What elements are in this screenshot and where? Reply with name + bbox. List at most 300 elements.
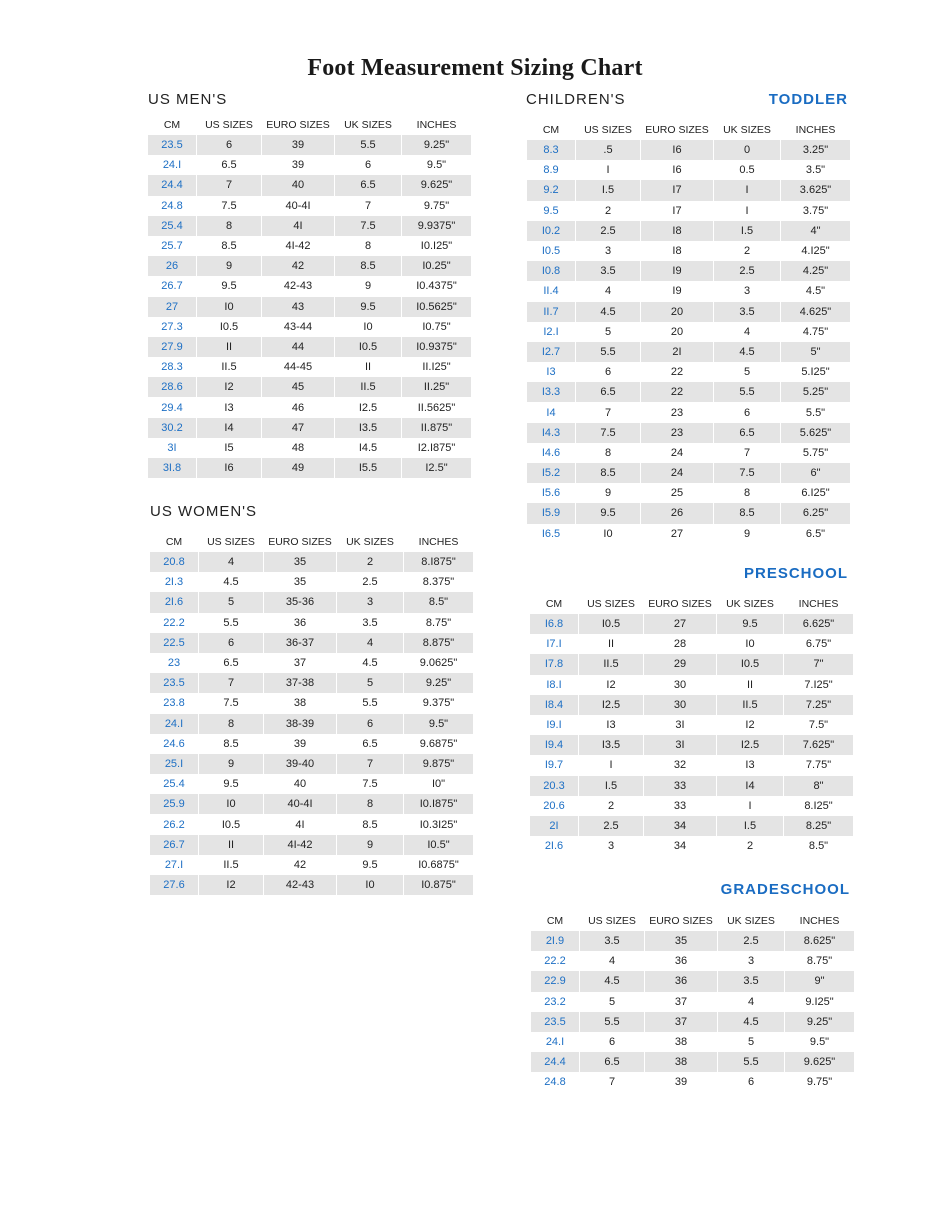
euro-size-cell: 38 xyxy=(674,1036,688,1049)
euro-size-cell: 40-4I xyxy=(264,794,336,814)
uk-size-cell: 8 xyxy=(337,794,403,814)
cm-cell: 2I.6 xyxy=(150,592,198,612)
table-row xyxy=(527,281,850,301)
uk-size-cell: 5.5 xyxy=(362,697,378,710)
cm-cell: 25.I xyxy=(150,754,198,774)
inches-cell: 8.I25" xyxy=(804,799,833,812)
inches-cell: 9.75" xyxy=(423,199,450,212)
us-size-cell: 6 xyxy=(608,1036,616,1049)
table-row xyxy=(531,1052,854,1072)
euro-size-cell: 45 xyxy=(262,377,334,397)
inches-cell: II.25" xyxy=(402,377,471,397)
us-size-cell: 6.5 xyxy=(221,159,237,172)
us-size-cell: 6 xyxy=(604,366,612,379)
us-size-cell: I0.5 xyxy=(579,614,643,634)
us-size-cell: II.5 xyxy=(579,654,643,674)
table-header-row xyxy=(530,594,853,614)
us-mens-table xyxy=(148,115,471,478)
euro-size-cell: 40 xyxy=(262,175,334,195)
uk-size-cell: II.5 xyxy=(717,695,783,715)
us-size-cell: 3.5 xyxy=(580,931,644,951)
uk-size-cell: 6.5 xyxy=(362,737,378,750)
table-row xyxy=(530,614,853,634)
uk-size-cell: I.5 xyxy=(714,221,780,241)
euro-size-cell: I9 xyxy=(672,285,682,298)
inches-cell: 7" xyxy=(784,654,853,674)
euro-size-cell: 25 xyxy=(670,487,684,500)
euro-size-cell: 24 xyxy=(641,463,713,483)
table-row xyxy=(150,855,473,875)
cm-cell: I5.9 xyxy=(527,503,575,523)
table-row xyxy=(527,382,850,402)
us-size-cell: 7 xyxy=(608,1076,616,1089)
inches-cell: 9.9375" xyxy=(402,216,471,236)
cm-cell: I0.2 xyxy=(527,221,575,241)
euro-size-cell: 34 xyxy=(673,840,687,853)
table-row xyxy=(150,754,473,774)
euro-size-cell: 22 xyxy=(670,366,684,379)
euro-size-cell: I8 xyxy=(672,245,682,258)
euro-size-cell: 36 xyxy=(645,971,717,991)
us-size-cell: 2 xyxy=(607,799,615,812)
table-row xyxy=(527,443,850,463)
inches-cell: 3.25" xyxy=(781,140,850,160)
cm-cell: II.4 xyxy=(543,285,559,298)
uk-size-cell: 8.5 xyxy=(362,818,378,831)
cm-cell: 28.6 xyxy=(148,377,196,397)
cm-cell: 24.I xyxy=(545,1036,565,1049)
table-row xyxy=(148,317,471,337)
cm-cell: I7.8 xyxy=(530,654,578,674)
table-row xyxy=(148,357,471,377)
table-row xyxy=(527,302,850,322)
uk-size-cell: I5.5 xyxy=(335,458,401,478)
us-size-cell: 3 xyxy=(604,245,612,258)
table-row xyxy=(150,734,473,754)
uk-size-cell: 7.5 xyxy=(714,463,780,483)
uk-size-cell: 4 xyxy=(743,325,751,338)
table-row xyxy=(531,1032,854,1052)
uk-size-cell: 5.5 xyxy=(714,382,780,402)
table-row xyxy=(527,402,850,422)
uk-size-cell: 0 xyxy=(714,140,780,160)
table-row xyxy=(531,971,854,991)
cm-cell: I9.4 xyxy=(530,735,578,755)
inches-cell: 5.25" xyxy=(781,382,850,402)
table-row xyxy=(530,796,853,816)
column-header: CM xyxy=(165,536,183,548)
cm-cell: 9.2 xyxy=(527,180,575,200)
column-header: EURO SIZES xyxy=(268,536,332,548)
inches-cell: 6.625" xyxy=(784,614,853,634)
us-size-cell: I2 xyxy=(197,377,261,397)
uk-size-cell: I0.5 xyxy=(335,337,401,357)
inches-cell: 9.75" xyxy=(806,1076,833,1089)
euro-size-cell: 49 xyxy=(262,458,334,478)
table-row xyxy=(148,458,471,478)
euro-size-cell: 48 xyxy=(291,441,305,454)
us-size-cell: II xyxy=(197,337,261,357)
us-size-cell: 4 xyxy=(604,285,612,298)
column-header: INCHES xyxy=(799,915,840,927)
us-size-cell: I4 xyxy=(197,418,261,438)
cm-cell: 29.4 xyxy=(161,401,183,414)
inches-cell: 9.25" xyxy=(785,1012,854,1032)
us-size-cell: I2 xyxy=(199,875,263,895)
inches-cell: 7.5" xyxy=(808,719,829,732)
uk-size-cell: 2.5 xyxy=(714,261,780,281)
uk-size-cell: 6 xyxy=(743,406,751,419)
table-row xyxy=(148,418,471,438)
cm-cell: 23.2 xyxy=(544,995,566,1008)
cm-cell: I4.6 xyxy=(541,446,561,459)
table-row xyxy=(530,715,853,735)
uk-size-cell: I0.5 xyxy=(717,654,783,674)
uk-size-cell: 0.5 xyxy=(739,164,755,177)
inches-cell: 8.375" xyxy=(422,576,455,589)
inches-cell: 9.25" xyxy=(404,673,473,693)
us-size-cell: .5 xyxy=(576,140,640,160)
inches-cell: I0.4375" xyxy=(416,280,457,293)
us-size-cell: 6.5 xyxy=(580,1052,644,1072)
table-row xyxy=(527,140,850,160)
euro-size-cell: 44-45 xyxy=(283,361,313,374)
us-size-cell: I5 xyxy=(224,441,234,454)
us-size-cell: 9.5 xyxy=(223,778,239,791)
euro-size-cell: I6 xyxy=(672,164,682,177)
cm-cell: 8.3 xyxy=(527,140,575,160)
cm-cell: 27.9 xyxy=(148,337,196,357)
inches-cell: I0.3I25" xyxy=(419,818,458,831)
table-row xyxy=(527,241,850,261)
euro-size-cell: 39-40 xyxy=(264,754,336,774)
cm-cell: 22.5 xyxy=(150,633,198,653)
uk-size-cell: 7.5 xyxy=(335,216,401,236)
table-row xyxy=(148,297,471,317)
uk-size-cell: 9.5 xyxy=(362,858,378,871)
uk-size-cell: 7 xyxy=(364,199,372,212)
table-row xyxy=(531,931,854,951)
table-row xyxy=(531,951,854,971)
table-row xyxy=(150,814,473,834)
inches-cell: 6.I25" xyxy=(801,487,830,500)
table-header-row xyxy=(531,911,854,931)
inches-cell: 9.375" xyxy=(422,697,455,710)
inches-cell: 6" xyxy=(781,463,850,483)
cm-cell: I5.2 xyxy=(527,463,575,483)
us-size-cell: 5 xyxy=(608,995,616,1008)
uk-size-cell: 3.5 xyxy=(714,302,780,322)
euro-size-cell: 37 xyxy=(674,995,688,1008)
euro-size-cell: I7 xyxy=(672,204,682,217)
uk-size-cell: 7.5 xyxy=(362,778,378,791)
table-row xyxy=(527,483,850,503)
us-size-cell: I xyxy=(609,759,613,772)
euro-size-cell: 47 xyxy=(262,418,334,438)
us-size-cell: I3 xyxy=(606,719,616,732)
inches-cell: 5.625" xyxy=(781,423,850,443)
table-row xyxy=(530,776,853,796)
table-row xyxy=(148,196,471,216)
table-row xyxy=(148,216,471,236)
inches-cell: I0.875" xyxy=(404,875,473,895)
cm-cell: 26.7 xyxy=(150,835,198,855)
us-size-cell: I0.5 xyxy=(221,818,241,831)
table-row xyxy=(150,552,473,572)
euro-size-cell: 27 xyxy=(670,527,684,540)
table-row xyxy=(150,673,473,693)
inches-cell: 8.875" xyxy=(404,633,473,653)
cm-cell: 2I.9 xyxy=(531,931,579,951)
inches-cell: 9.5" xyxy=(809,1036,830,1049)
cm-cell: 24.8 xyxy=(544,1076,566,1089)
table-row xyxy=(150,835,473,855)
euro-size-cell: 33 xyxy=(673,799,687,812)
uk-size-cell: 2.5 xyxy=(362,576,378,589)
us-size-cell: 4.5 xyxy=(223,576,239,589)
euro-size-cell: 26 xyxy=(641,503,713,523)
euro-size-cell: 4I-42 xyxy=(285,240,311,253)
column-header: US SIZES xyxy=(205,119,253,131)
uk-size-cell: I2.5 xyxy=(717,735,783,755)
uk-size-cell: 4.5 xyxy=(718,1012,784,1032)
uk-size-cell: I0 xyxy=(337,875,403,895)
us-size-cell: 9.5 xyxy=(221,280,237,293)
euro-size-cell: 44 xyxy=(262,337,334,357)
cm-cell: 22.2 xyxy=(544,955,566,968)
table-row xyxy=(527,463,850,483)
cm-cell: I0.5 xyxy=(541,245,561,258)
us-size-cell: I0 xyxy=(197,297,261,317)
inches-cell: 5" xyxy=(781,342,850,362)
euro-size-cell: 28 xyxy=(673,638,687,651)
table-row xyxy=(148,397,471,417)
uk-size-cell: 9 xyxy=(337,835,403,855)
us-size-cell: I.5 xyxy=(579,776,643,796)
table-row xyxy=(527,221,850,241)
inches-cell: 9.5" xyxy=(426,159,447,172)
inches-cell: II.875" xyxy=(402,418,471,438)
euro-size-cell: 40 xyxy=(293,778,307,791)
cm-cell: I6.5 xyxy=(541,527,561,540)
table-row xyxy=(150,875,473,895)
table-row xyxy=(150,592,473,612)
table-row xyxy=(530,836,853,856)
inches-cell: 9.625" xyxy=(785,1052,854,1072)
column-header: CM xyxy=(542,124,560,136)
cm-cell: I3.3 xyxy=(527,382,575,402)
cm-cell: 20.3 xyxy=(530,776,578,796)
inches-cell: 5.5" xyxy=(805,406,826,419)
inches-cell: I0.75" xyxy=(422,320,451,333)
column-header: INCHES xyxy=(798,598,839,610)
uk-size-cell: I2.5 xyxy=(358,401,378,414)
uk-size-cell: 5.5 xyxy=(335,135,401,155)
uk-size-cell: I4 xyxy=(717,776,783,796)
inches-cell: 8.5" xyxy=(404,592,473,612)
us-size-cell: 6.5 xyxy=(576,382,640,402)
column-header: EURO SIZES xyxy=(645,124,709,136)
us-size-cell: 3.5 xyxy=(576,261,640,281)
uk-size-cell: 3 xyxy=(747,955,755,968)
column-header: UK SIZES xyxy=(344,119,392,131)
table-row xyxy=(531,1072,854,1092)
us-size-cell: 7 xyxy=(604,406,612,419)
cm-cell: 2I.3 xyxy=(164,576,184,589)
table-row xyxy=(527,180,850,200)
column-header: INCHES xyxy=(418,536,459,548)
column-header: US SIZES xyxy=(207,536,255,548)
us-size-cell: 6 xyxy=(197,135,261,155)
us-size-cell: 8.5 xyxy=(223,737,239,750)
uk-size-cell: I xyxy=(745,204,749,217)
inches-cell: 3.75" xyxy=(802,204,829,217)
euro-size-cell: I7 xyxy=(641,180,713,200)
cm-cell: 27.I xyxy=(164,858,184,871)
us-size-cell: 6 xyxy=(199,633,263,653)
euro-size-cell: 35 xyxy=(645,931,717,951)
gradeschool-heading: GRADESCHOOL xyxy=(720,881,850,898)
inches-cell: 3.5" xyxy=(805,164,826,177)
us-size-cell: 2.5 xyxy=(579,816,643,836)
euro-size-cell: 42-43 xyxy=(283,280,313,293)
us-size-cell: 7 xyxy=(197,175,261,195)
us-size-cell: I2 xyxy=(606,678,616,691)
uk-size-cell: 4.5 xyxy=(362,657,378,670)
uk-size-cell: 6 xyxy=(364,159,372,172)
uk-size-cell: II xyxy=(746,678,754,691)
inches-cell: 4.I25" xyxy=(801,245,830,258)
uk-size-cell: I xyxy=(714,180,780,200)
us-size-cell: 4.5 xyxy=(580,971,644,991)
us-size-cell: 8 xyxy=(604,446,612,459)
table-row xyxy=(530,654,853,674)
us-size-cell: I3.5 xyxy=(579,735,643,755)
uk-size-cell: 9.5 xyxy=(717,614,783,634)
uk-size-cell: 3 xyxy=(743,285,751,298)
euro-size-cell: 24 xyxy=(670,446,684,459)
cm-cell: 9.5 xyxy=(543,204,559,217)
us-size-cell: 9.5 xyxy=(576,503,640,523)
inches-cell: II.I25" xyxy=(422,361,451,374)
euro-size-cell: I8 xyxy=(641,221,713,241)
cm-cell: 24.4 xyxy=(148,175,196,195)
uk-size-cell: I.5 xyxy=(717,816,783,836)
us-size-cell: I6 xyxy=(197,458,261,478)
table-row xyxy=(148,438,471,458)
preschool-table xyxy=(530,594,853,856)
uk-size-cell: 5 xyxy=(743,366,751,379)
euro-size-cell: 37 xyxy=(293,657,307,670)
us-size-cell: I2.5 xyxy=(579,695,643,715)
us-size-cell: 9 xyxy=(199,754,263,774)
euro-size-cell: 32 xyxy=(673,759,687,772)
cm-cell: I8.I xyxy=(546,678,562,691)
inches-cell: 9.I25" xyxy=(805,995,834,1008)
table-row xyxy=(150,693,473,713)
table-row xyxy=(527,201,850,221)
childrens-heading: CHILDREN'S xyxy=(526,91,626,108)
uk-size-cell: 2 xyxy=(337,552,403,572)
us-size-cell: 5 xyxy=(604,325,612,338)
table-row xyxy=(150,653,473,673)
uk-size-cell: 4.5 xyxy=(714,342,780,362)
us-size-cell: 7.5 xyxy=(221,199,237,212)
cm-cell: I8.4 xyxy=(530,695,578,715)
inches-cell: 8.625" xyxy=(785,931,854,951)
us-size-cell: 8 xyxy=(197,216,261,236)
table-row xyxy=(527,322,850,342)
column-header: US SIZES xyxy=(588,915,636,927)
euro-size-cell: 46 xyxy=(291,401,305,414)
inches-cell: 8.75" xyxy=(806,955,833,968)
cm-cell: 8.9 xyxy=(543,164,559,177)
inches-cell: 4.5" xyxy=(805,285,826,298)
cm-cell: 23.5 xyxy=(531,1012,579,1032)
euro-size-cell: 35 xyxy=(264,552,336,572)
table-row xyxy=(148,236,471,256)
table-row xyxy=(530,634,853,654)
cm-cell: I2.I xyxy=(543,325,559,338)
cm-cell: 27.3 xyxy=(161,320,183,333)
cm-cell: 24.6 xyxy=(163,737,185,750)
uk-size-cell: 5.5 xyxy=(718,1052,784,1072)
uk-size-cell: I3 xyxy=(745,759,755,772)
cm-cell: 24.I xyxy=(162,159,182,172)
column-header: UK SIZES xyxy=(346,536,394,548)
table-row xyxy=(150,714,473,734)
cm-cell: 24.4 xyxy=(531,1052,579,1072)
table-row xyxy=(527,342,850,362)
cm-cell: 23.5 xyxy=(150,673,198,693)
euro-size-cell: 43 xyxy=(262,297,334,317)
column-header: CM xyxy=(163,119,181,131)
table-row xyxy=(527,160,850,180)
inches-cell: 6.75" xyxy=(805,638,832,651)
table-row xyxy=(530,816,853,836)
inches-cell: I0.5625" xyxy=(402,297,471,317)
column-header: EURO SIZES xyxy=(648,598,712,610)
inches-cell: 8.25" xyxy=(784,816,853,836)
euro-size-cell: 30 xyxy=(644,695,716,715)
inches-cell: I2.5" xyxy=(402,458,471,478)
us-size-cell: 2 xyxy=(604,204,612,217)
euro-size-cell: 39 xyxy=(291,159,305,172)
us-size-cell: 5.5 xyxy=(576,342,640,362)
cm-cell: 30.2 xyxy=(148,418,196,438)
column-header: INCHES xyxy=(416,119,457,131)
us-size-cell: II.5 xyxy=(221,361,237,374)
inches-cell: 7.I25" xyxy=(804,678,833,691)
table-row xyxy=(148,256,471,276)
us-size-cell: I xyxy=(606,164,610,177)
table-row xyxy=(148,377,471,397)
us-womens-table xyxy=(150,532,473,895)
us-size-cell: 5.5 xyxy=(580,1012,644,1032)
page-title: Foot Measurement Sizing Chart xyxy=(307,55,643,81)
cm-cell: I5.6 xyxy=(541,487,561,500)
euro-size-cell: 42 xyxy=(262,256,334,276)
uk-size-cell: 3.5 xyxy=(718,971,784,991)
inches-cell: 8" xyxy=(784,776,853,796)
cm-cell: I3 xyxy=(546,366,556,379)
uk-size-cell: 3.5 xyxy=(362,616,378,629)
column-header: EURO SIZES xyxy=(266,119,330,131)
cm-cell: 2I.6 xyxy=(544,840,564,853)
us-size-cell: 4 xyxy=(608,955,616,968)
us-size-cell: I0 xyxy=(199,794,263,814)
inches-cell: I2.I875" xyxy=(417,441,456,454)
